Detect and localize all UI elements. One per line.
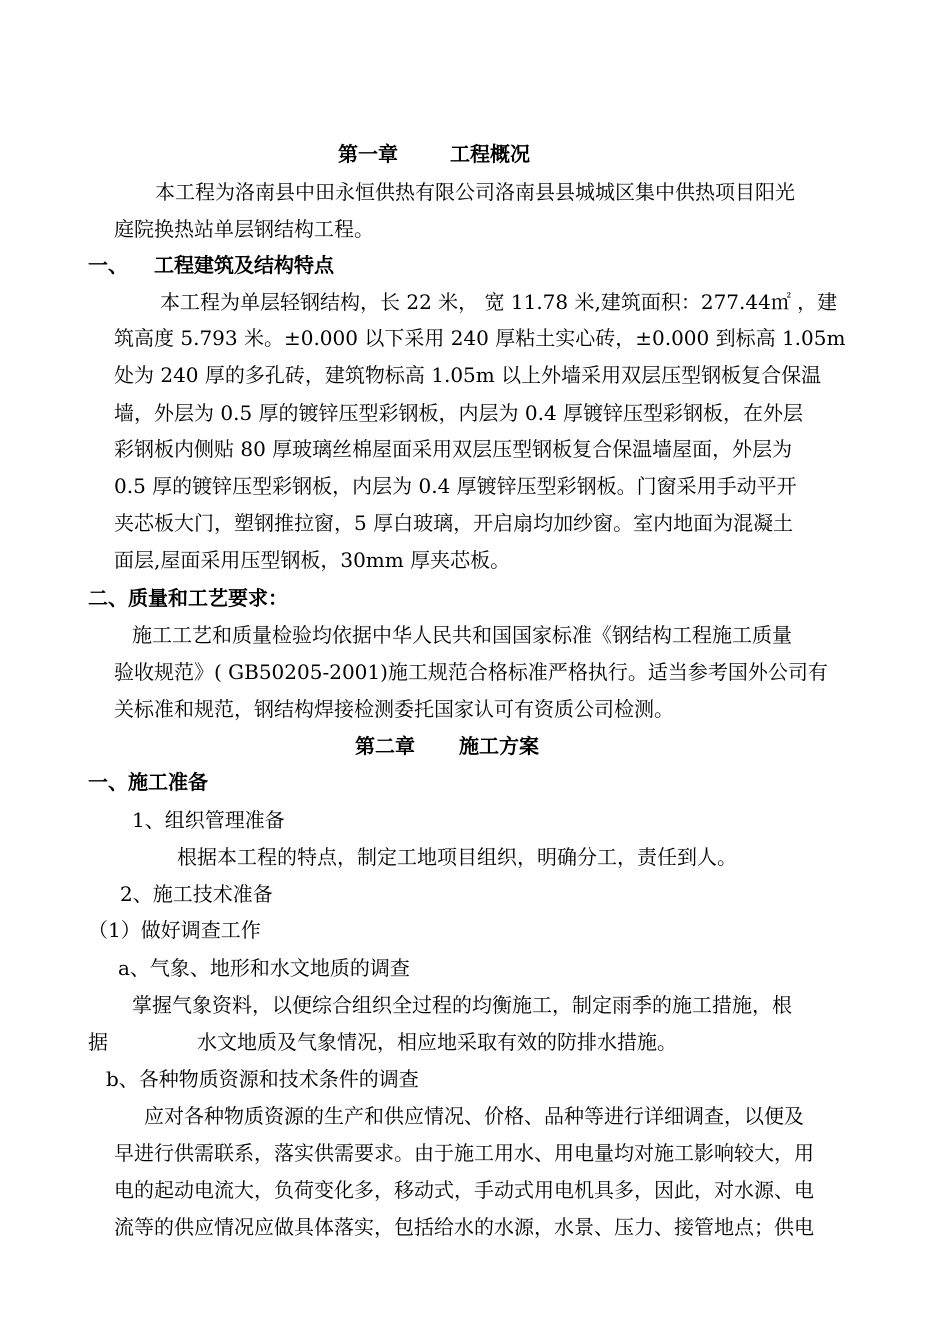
- paragraph-line-rest: 水文地质及气象情况，相应地采取有效的防排水措施。: [197, 1030, 677, 1054]
- paragraph-line: 庭院换热站单层钢结构工程。: [114, 217, 374, 241]
- paragraph-line: 施工工艺和质量检验均依据中华人民共和国国家标准《钢结构工程施工质量: [132, 623, 792, 647]
- item-1-text: 根据本工程的特点，制定工地项目组织，明确分工，责任到人。: [177, 845, 737, 869]
- paragraph-line: 彩钢板内侧贴 80 厚玻璃丝棉屋面采用双层压型钢板复合保温墙屋面，外层为: [114, 437, 793, 461]
- paragraph-line: 流等的供应情况应做具体落实，包括给水的水源，水景、压力、接管地点；供电: [114, 1215, 814, 1239]
- paragraph-line: 电的起动电流大，负荷变化多，移动式，手动式用电机具多，因此，对水源、电: [114, 1178, 814, 1202]
- chapter-1-title: [338, 139, 530, 169]
- construction-prep-title: 一、施工准备: [88, 770, 208, 794]
- sub-item-1-title: （1）做好调查工作: [88, 918, 261, 942]
- chapter-1-heading: 工程概况: [450, 142, 530, 166]
- item-2-title: 2、施工技术准备: [120, 882, 273, 906]
- paragraph-line-start: 据: [88, 1030, 108, 1054]
- paragraph-line: 0.5 厚的镀锌压型彩钢板，内层为 0.4 厚镀锌压型彩钢板。门窗采用手动平开: [114, 474, 797, 498]
- chapter-2-title: [355, 731, 539, 761]
- chapter-2-heading: 施工方案: [459, 734, 539, 758]
- section-2-title: 二、质量和工艺要求：: [88, 586, 288, 610]
- section-1-heading: 工程建筑及结构特点: [154, 253, 334, 277]
- paragraph-line: 关标准和规范，钢结构焊接检测委托国家认可有资质公司检测。: [114, 697, 674, 721]
- paragraph-line: 墙，外层为 0.5 厚的镀锌压型彩钢板，内层为 0.4 厚镀锌压型彩钢板，在外层: [114, 401, 804, 425]
- paragraph-line: 掌握气象资料，以便综合组织全过程的均衡施工，制定雨季的施工措施，根: [132, 993, 792, 1017]
- section-1-number: 一、: [88, 253, 128, 277]
- paragraph-line: 本工程为单层轻钢结构，长 22 米， 宽 11.78 米,建筑面积：277.44㎡ ，建: [160, 290, 838, 314]
- paragraph-line: 本工程为洛南县中田永恒供热有限公司洛南县县城城区集中供热项目阳光: [155, 180, 795, 204]
- paragraph-line: 筑高度 5.793 米。±0.000 以下采用 240 厚粘土实心砖，±0.000 到标高 1.05m: [114, 326, 846, 350]
- item-a-title: a、气象、地形和水文地质的调查: [118, 956, 410, 980]
- paragraph-line: 验收规范》( GB50205-2001)施工规范合格标准严格执行。适当参考国外公司有: [114, 660, 828, 684]
- item-1-title: 1、组织管理准备: [132, 808, 285, 832]
- paragraph-line: [88, 1027, 677, 1057]
- paragraph-line: 早进行供需联系，落实供需要求。由于施工用水、用电量均对施工影响较大，用: [114, 1141, 814, 1165]
- chapter-2-number: 第二章: [355, 734, 415, 758]
- paragraph-line: 夹芯板大门，塑钢推拉窗，5 厚白玻璃，开启扇均加纱窗。室内地面为混凝土: [114, 511, 794, 535]
- chapter-1-number: 第一章: [338, 142, 398, 166]
- section-1-title: [88, 250, 334, 280]
- paragraph-line: 面层,屋面采用压型钢板，30mm 厚夹芯板。: [114, 548, 511, 572]
- item-b-title: b、各种物质资源和技术条件的调查: [106, 1067, 419, 1091]
- paragraph-line: 处为 240 厚的多孔砖，建筑物标高 1.05m 以上外墙采用双层压型钢板复合保温: [114, 363, 822, 387]
- paragraph-line: 应对各种物质资源的生产和供应情况、价格、品种等进行详细调查，以便及: [144, 1104, 804, 1128]
